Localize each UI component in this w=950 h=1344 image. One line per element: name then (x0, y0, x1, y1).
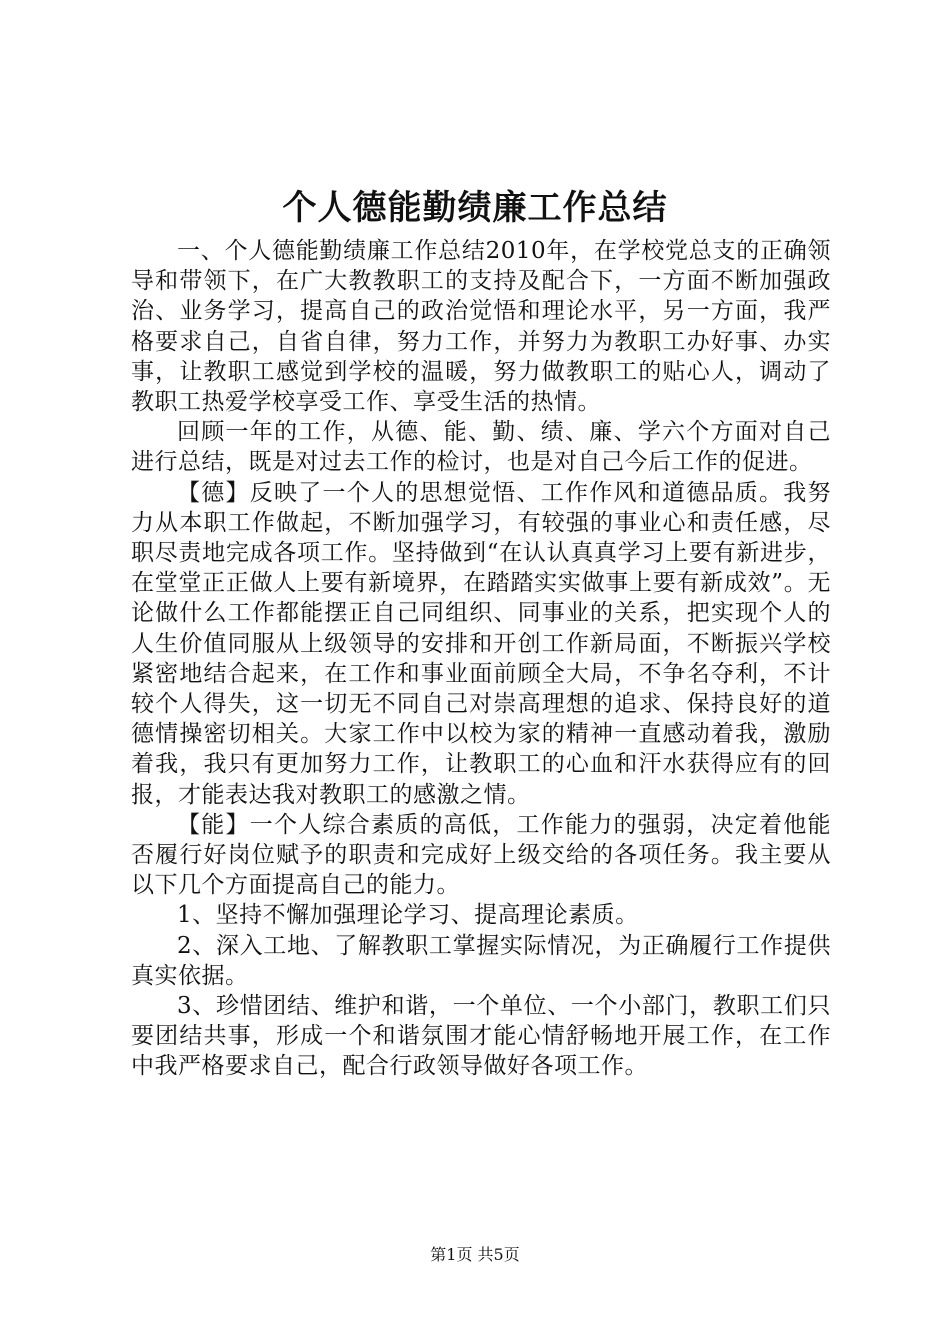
page-footer: 第1页 共5页 (430, 1245, 520, 1264)
paragraph-review: 回顾一年的工作，从德、能、勤、绩、廉、学六个方面对自己进行总结，既是对过去工作的检讨，也是对自己今后工作的促进。 (131, 419, 831, 476)
document-title: 个人德能勤绩廉工作总结 (282, 188, 668, 228)
paragraph-intro: 一、个人德能勤绩廉工作总结2010年，在学校党总支的正确领导和带领下，在广大教教职工的支持及配合下，一方面不断加强政治、业务学习，提高自己的政治觉悟和理论水平，另一方面，我严格要求自己，自省自律，努力工作，并努力为教职工办好事、办实事，让教职工感觉到学校的温暖，努力做教职工的贴心人，调动了教职工热爱学校享受工作、享受生活的热情。 (131, 238, 831, 416)
paragraph-de: 【德】反映了一个人的思想觉悟、工作作风和道德品质。我努力从本职工作做起，不断加强学习，有较强的事业心和责任感，尽职尽责地完成各项工作。坚持做到“在认认真真学习上要有新进步，在堂堂正正做人上要有新境界，在踏踏实实做事上要有新成效”。无论做什么工作都能摆正自己同组织、同事业的关系，把实现个人的人生价值同服从上级领导的安排和开创工作新局面，不断振兴学校紧密地结合起来，在工作和事业面前顾全大局，不争名夺利，不计较个人得失，这一切无不同自己对崇高理想的追求、保持良好的道德情操密切相关。大家工作中以校为家的精神一直感动着我，激励着我，我只有更加努力工作，让教职工的心血和汗水获得应有的回报，才能表达我对教职工的感激之情。 (131, 479, 831, 808)
list-item-3: 3、珍惜团结、维护和谐，一个单位、一个小部门，教职工们只要团结共事，形成一个和谐氛围才能心情舒畅地开展工作，在工作中我严格要求自己，配合行政领导做好各项工作。 (131, 993, 831, 1080)
paragraph-neng: 【能】一个人综合素质的高低，工作能力的强弱，决定着他能否履行好岗位赋予的职责和完成好上级交给的各项任务。我主要从以下几个方面提高自己的能力。 (131, 811, 831, 899)
document-body (131, 236, 831, 1082)
list-item-2: 2、深入工地、了解教职工掌握实际情况，为正确履行工作提供真实依据。 (131, 932, 831, 989)
list-item-1: 1、坚持不懈加强理论学习、提高理论素质。 (177, 902, 639, 929)
